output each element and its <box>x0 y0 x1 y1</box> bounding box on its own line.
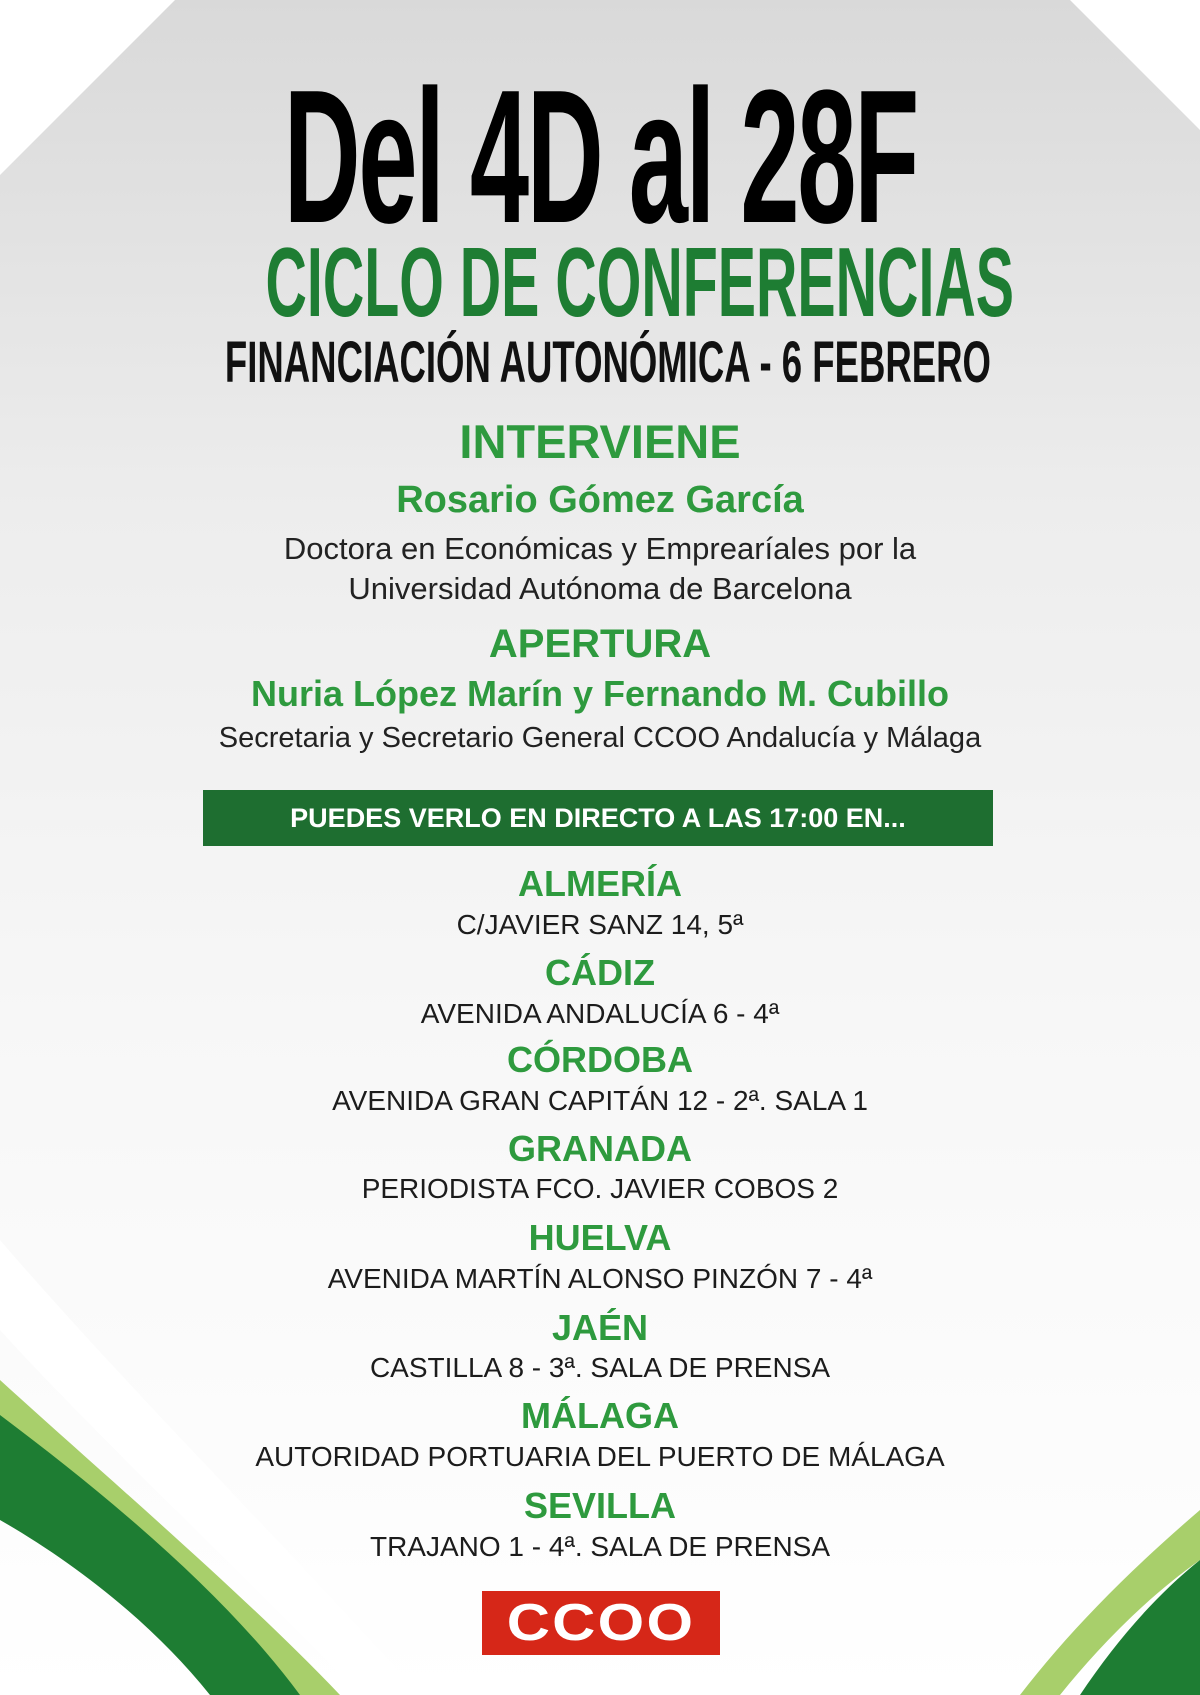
location-city-almeria: ALMERÍA <box>518 863 682 904</box>
speaker-title-line1: Doctora en Económicas y Emprearíales por la <box>283 531 917 566</box>
location-city-granada: GRANADA <box>508 1128 692 1169</box>
topic-date: FINANCIACIÓN AUTONÓMICA - 6 FEBRERO <box>224 330 991 395</box>
live-banner: PUEDES VERLO EN DIRECTO A LAS 17:00 EN... <box>203 790 993 846</box>
location-address-jaen: CASTILLA 8 - 3ª. SALA DE PRENSA <box>369 1352 831 1383</box>
location-city-huelva: HUELVA <box>528 1217 672 1258</box>
location-address-cordoba: AVENIDA GRAN CAPITÁN 12 - 2ª. SALA 1 <box>332 1085 868 1116</box>
location-city-cordoba: CÓRDOBA <box>507 1039 693 1080</box>
location-address-almeria: C/JAVIER SANZ 14, 5ª <box>456 909 744 940</box>
speaker-title-line2: Universidad Autónoma de Barcelona <box>348 571 852 606</box>
location-address-cadiz: AVENIDA ANDALUCÍA 6 - 4ª <box>420 998 780 1029</box>
opening-roles: Secretaria y Secretario General CCOO Andalucía y Málaga <box>218 722 982 754</box>
subtitle: CICLO DE CONFERENCIAS <box>265 227 1015 337</box>
headline: Del 4D al 28F <box>283 51 917 263</box>
location-address-sevilla: TRAJANO 1 - 4ª. SALA DE PRENSA <box>369 1531 831 1562</box>
location-address-malaga: AUTORIDAD PORTUARIA DEL PUERTO DE MÁLAGA <box>255 1441 945 1472</box>
location-city-malaga: MÁLAGA <box>521 1395 679 1436</box>
location-city-sevilla: SEVILLA <box>523 1485 676 1526</box>
speaker-name: Rosario Gómez García <box>396 479 804 521</box>
location-city-cadiz: CÁDIZ <box>545 952 655 993</box>
ccoo-logo <box>482 1591 720 1655</box>
location-city-jaen: JAÉN <box>551 1307 649 1348</box>
location-address-granada: PERIODISTA FCO. JAVIER COBOS 2 <box>361 1173 839 1204</box>
opening-label: APERTURA <box>488 622 712 666</box>
logo-wordmark: CCOO <box>506 1594 696 1652</box>
opening-names: Nuria López Marín y Fernando M. Cubillo <box>250 673 950 714</box>
location-address-huelva: AVENIDA MARTÍN ALONSO PINZÓN 7 - 4ª <box>327 1263 873 1294</box>
speaker-label: INTERVIENE <box>459 415 741 468</box>
